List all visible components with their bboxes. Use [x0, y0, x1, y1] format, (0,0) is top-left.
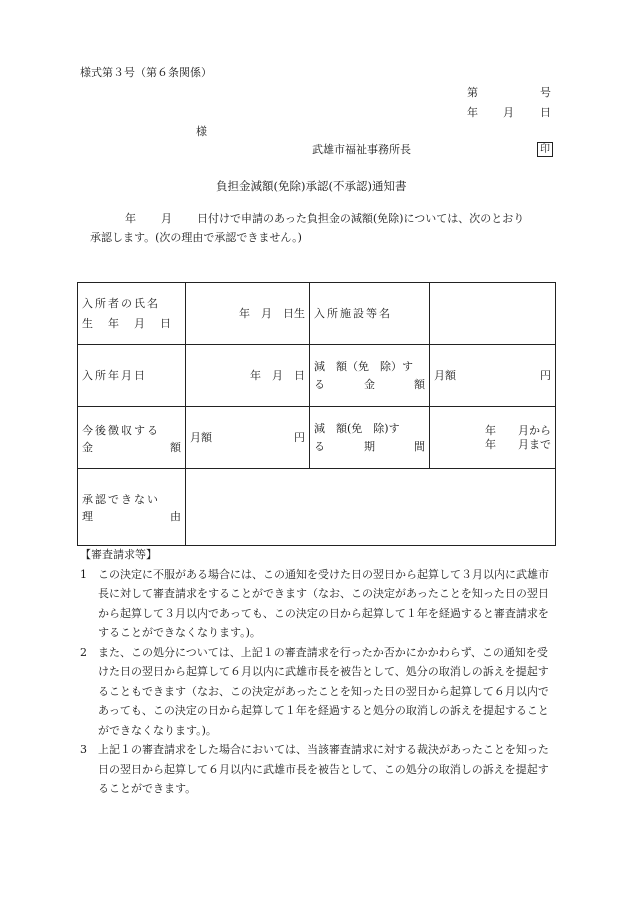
- reduction-amount-cell[interactable]: 月額 円: [430, 345, 556, 407]
- issuer-name: 武雄市福祉事務所長: [312, 143, 411, 156]
- reduction-period-cell[interactable]: 年 月から 年 月まで: [430, 407, 556, 469]
- intro-year: 年: [125, 212, 136, 225]
- table-row: [78, 469, 556, 546]
- doc-no-suffix: 号: [540, 86, 551, 99]
- label-reduction-amount: 減 額（免 除）す る 金 額: [310, 345, 430, 407]
- admission-date-cell[interactable]: 年 月 日: [186, 345, 310, 407]
- facility-cell[interactable]: [430, 283, 556, 345]
- date-day: 日: [540, 106, 551, 119]
- document-title: 負担金減額(免除)承認(不承認)通知書: [216, 179, 407, 193]
- label-name-birth: 入所者の氏名 生 年 月 日: [78, 283, 186, 345]
- list-item: 3 上記１の審査請求をした場合においては、当該審査請求に対する裁決があったことを知った日の翌日から起算して６月以内に武雄市長を被告として、この処分の取消しの訴えを提起することができます。: [80, 743, 549, 795]
- intro-month: 月: [161, 212, 172, 225]
- label-future-charge: 今後徴収する 金 額: [78, 407, 186, 469]
- label-admission-date: 入所年月日: [78, 345, 186, 407]
- future-charge-cell[interactable]: 月額 円: [186, 407, 310, 469]
- date-year: 年: [467, 106, 478, 119]
- table-row: [78, 407, 556, 469]
- seal-text: 印: [537, 142, 553, 157]
- intro-line1: 日付けで申請のあった負担金の減額(免除)については、次のとおり: [197, 212, 525, 225]
- table-row: [78, 283, 556, 345]
- label-reduction-period: 減 額(免 除)す る 期 間: [310, 407, 430, 469]
- list-item: 2 また、この処分については、上記１の審査請求を行ったか否かにかかわらず、この通知を受けた日の翌日から起算して６月以内に武雄市長を被告として、処分の取消しの訴えを提起することもできます（なお、この決定があったことを知った日の翌日から起算して６月以内であっても、この決定の日から起算して１年を経過すると処分の取消しの訴えを提起することができなくなります。)。: [80, 645, 549, 737]
- info-table: [77, 282, 556, 546]
- rejection-reason-cell[interactable]: [186, 469, 556, 546]
- label-facility: 入所施設等名: [310, 283, 430, 345]
- intro-line2: 承認します。(次の理由で承認できません。): [90, 231, 302, 244]
- form-number: 様式第３号（第６条関係）: [80, 66, 212, 79]
- date-month: 月: [503, 106, 514, 119]
- birthdate-cell[interactable]: 年 月 日生: [186, 283, 310, 345]
- table-row: [78, 345, 556, 407]
- label-rejection-reason: 承認できない 理 由: [78, 469, 186, 546]
- addressee-suffix: 様: [196, 125, 207, 138]
- doc-no-prefix: 第: [467, 86, 478, 99]
- notes-section: [80, 545, 555, 799]
- notes-heading: 【審査請求等】: [80, 548, 157, 561]
- seal-mark: [537, 142, 553, 157]
- list-item: 1 この決定に不服がある場合には、この通知を受けた日の翌日から起算して３月以内に武雄市長に対して審査請求をすることができます（なお、この決定があったことを知った日の翌日から起算して３月以内であっても、この決定の日から起算して１年を経過すると審査請求をすることができなくなります。)。: [80, 567, 549, 639]
